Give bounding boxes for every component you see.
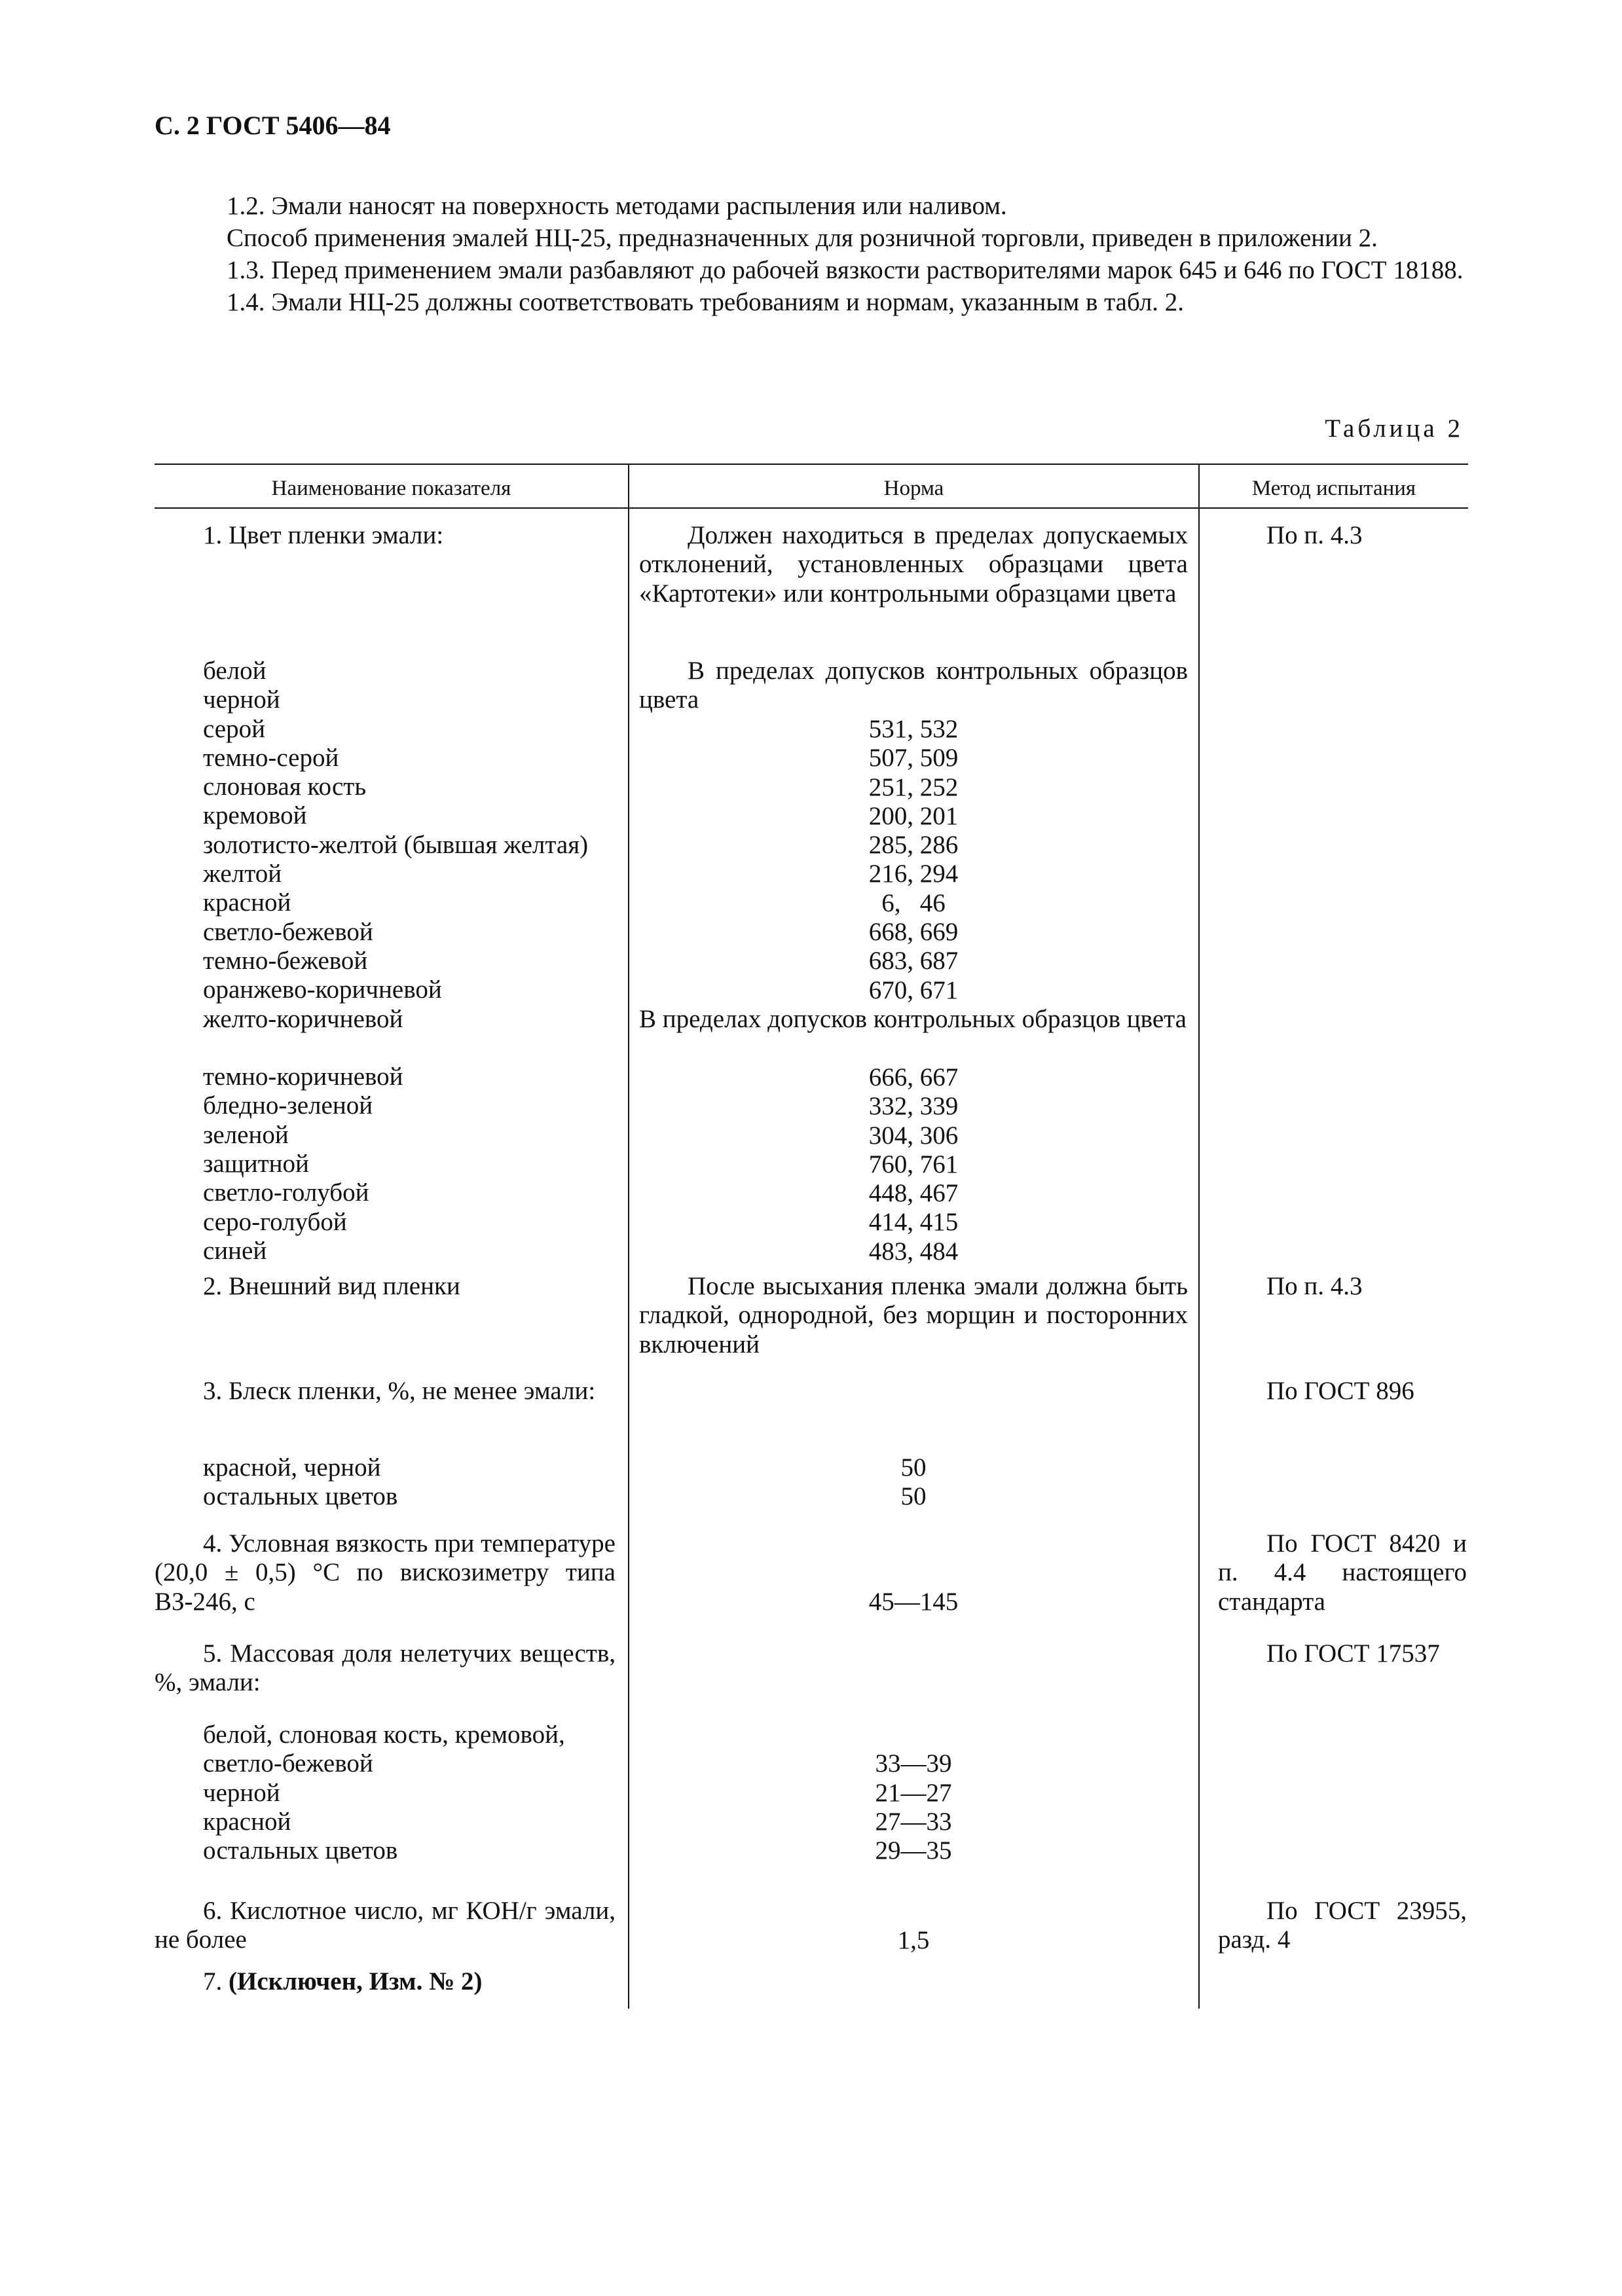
color-code: 332, 339 <box>868 1092 959 1121</box>
table-header-rule <box>155 507 1468 509</box>
color-code: 668, 669 <box>868 918 959 947</box>
row3-subitem: красной, черной <box>203 1453 381 1482</box>
color-name: оранжево-коричневой <box>203 975 442 1004</box>
row2-norm: После высыхания пленка эмали должна быть гладкой, однородной, без морщин и посторонних включений <box>639 1272 1188 1358</box>
color-name: красной <box>203 888 291 917</box>
row5-subitem: красной <box>203 1807 291 1836</box>
color-name: светло-бежевой <box>203 917 373 946</box>
color-codes-a <box>639 715 1188 1005</box>
color-name: защитной <box>203 1150 309 1178</box>
color-code: 6, 46 <box>881 888 946 917</box>
row3-method: По ГОСТ 896 <box>1266 1377 1414 1405</box>
intro-text <box>155 190 1468 318</box>
row7 <box>155 1967 664 1996</box>
intro-paragraph: 1.4. Эмали НЦ-25 должны соответствовать требованиям и нормам, указанным в табл. 2. <box>227 288 1185 316</box>
color-name: кремовой <box>203 801 307 830</box>
row3-subitem: остальных цветов <box>203 1482 398 1511</box>
intro-paragraph: 1.3. Перед применением эмали разбавляют до рабочей вязкости растворителями марок 645 и 646 по ГОСТ 18188. <box>227 256 1464 284</box>
row3-values <box>639 1453 1188 1512</box>
page-header: С. 2 ГОСТ 5406—84 <box>155 111 391 140</box>
row3-name: 3. Блеск пленки, %, не менее эмали: <box>203 1377 596 1405</box>
row3-value: 50 <box>900 1482 927 1511</box>
color-code: 216, 294 <box>868 860 959 888</box>
color-name: черной <box>203 685 280 714</box>
row4-value: 45—145 <box>868 1588 959 1616</box>
color-name: серо-голубой <box>203 1207 347 1236</box>
color-code: 666, 667 <box>868 1063 959 1091</box>
row3-value: 50 <box>900 1453 927 1482</box>
row6-value: 1,5 <box>897 1926 930 1954</box>
color-name: слоновая кость <box>203 773 367 801</box>
color-name: синей <box>203 1236 267 1265</box>
color-name: светло-голубой <box>203 1178 369 1207</box>
row7-note: (Исключен, Изм. № 2) <box>229 1967 483 1995</box>
row1-norm: Должен находиться в пределах допускаемых отклонений, установленных образцами цвета «Картотеки» или контрольными образцами цвета <box>639 521 1188 608</box>
color-name: желто-коричневой <box>203 1004 403 1033</box>
color-code: 670, 671 <box>868 975 959 1004</box>
color-code: 683, 687 <box>868 947 959 975</box>
color-name: бледно-зеленой <box>203 1091 373 1120</box>
color-code: 285, 286 <box>868 831 959 860</box>
norm-black-white: В пределах допусков контрольных образцов цвета <box>639 657 1188 714</box>
row2-name: 2. Внешний вид пленки <box>203 1272 460 1300</box>
row5-value <box>639 1721 1188 1749</box>
column-header-norm: Норма <box>883 477 944 500</box>
color-code: 448, 467 <box>868 1179 959 1208</box>
color-name: желтой <box>203 860 282 888</box>
color-name: серой <box>203 714 265 743</box>
column-header-name: Наименование показателя <box>271 477 511 500</box>
intro-paragraph: Способ применения эмалей НЦ-25, предназначенных для розничной торговли, приведен в приложении 2. <box>227 224 1378 252</box>
color-code: 200, 201 <box>868 801 959 830</box>
color-code: 507, 509 <box>868 744 959 773</box>
row5-subitem: остальных цветов <box>203 1836 398 1865</box>
color-name: белой <box>203 657 267 685</box>
norm-yellow-brown: В пределах допусков контрольных образцов цвета <box>639 1005 1187 1033</box>
color-code: 304, 306 <box>868 1121 959 1150</box>
color-name <box>203 1034 664 1063</box>
row1-method: По п. 4.3 <box>1266 521 1363 549</box>
row4-method: По ГОСТ 8420 и п. 4.4 настоящего стандарта <box>1218 1529 1467 1616</box>
row4-name: 4. Условная вязкость при температуре (20,0 ± 0,5) °С по вискозиметру типа ВЗ-246, с <box>155 1529 616 1616</box>
row5-name: 5. Массовая доля нелетучих веществ, %, эмали: <box>155 1639 616 1697</box>
row5-subitems <box>155 1721 664 1865</box>
row3-subitems <box>155 1453 664 1512</box>
color-name: зеленой <box>203 1120 289 1149</box>
color-code: 251, 252 <box>868 773 959 801</box>
row5-subitem: светло-бежевой <box>203 1749 373 1778</box>
table-caption: Таблица 2 <box>1325 414 1464 443</box>
row7-number: 7. <box>203 1967 223 1995</box>
intro-paragraph: 1.2. Эмали наносят на поверхность методами распыления или наливом. <box>227 192 1007 220</box>
row6-name: 6. Кислотное число, мг КОН/г эмали, не более <box>155 1897 616 1954</box>
row5-value: 27—33 <box>875 1807 952 1836</box>
color-name: золотисто-желтой (бывшая желтая) <box>203 830 589 859</box>
color-code: 414, 415 <box>868 1208 959 1237</box>
row5-subitem: черной <box>203 1778 280 1807</box>
color-code: 483, 484 <box>868 1237 959 1266</box>
row5-subitem: белой, слоновая кость, кремовой, <box>203 1721 565 1749</box>
color-codes-b <box>639 1063 1188 1266</box>
color-name: темно-бежевой <box>203 946 368 975</box>
color-name: темно-коричневой <box>203 1063 403 1091</box>
color-code: 531, 532 <box>868 715 959 743</box>
row6-method: По ГОСТ 23955, разд. 4 <box>1218 1897 1467 1954</box>
row2-method: По п. 4.3 <box>1266 1272 1363 1300</box>
row5-values <box>639 1721 1188 1865</box>
table-top-rule <box>155 464 1468 465</box>
row5-method: По ГОСТ 17537 <box>1266 1639 1440 1667</box>
color-name: темно-серой <box>203 743 339 772</box>
row5-value: 29—35 <box>875 1836 952 1865</box>
column-divider <box>1198 464 1200 2009</box>
row1-name: 1. Цвет пленки эмали: <box>203 521 444 549</box>
color-list <box>155 657 664 1266</box>
row5-value: 33—39 <box>875 1749 952 1778</box>
color-code: 760, 761 <box>868 1150 959 1178</box>
row5-value: 21—27 <box>875 1778 952 1807</box>
column-header-method: Метод испытания <box>1251 477 1416 500</box>
